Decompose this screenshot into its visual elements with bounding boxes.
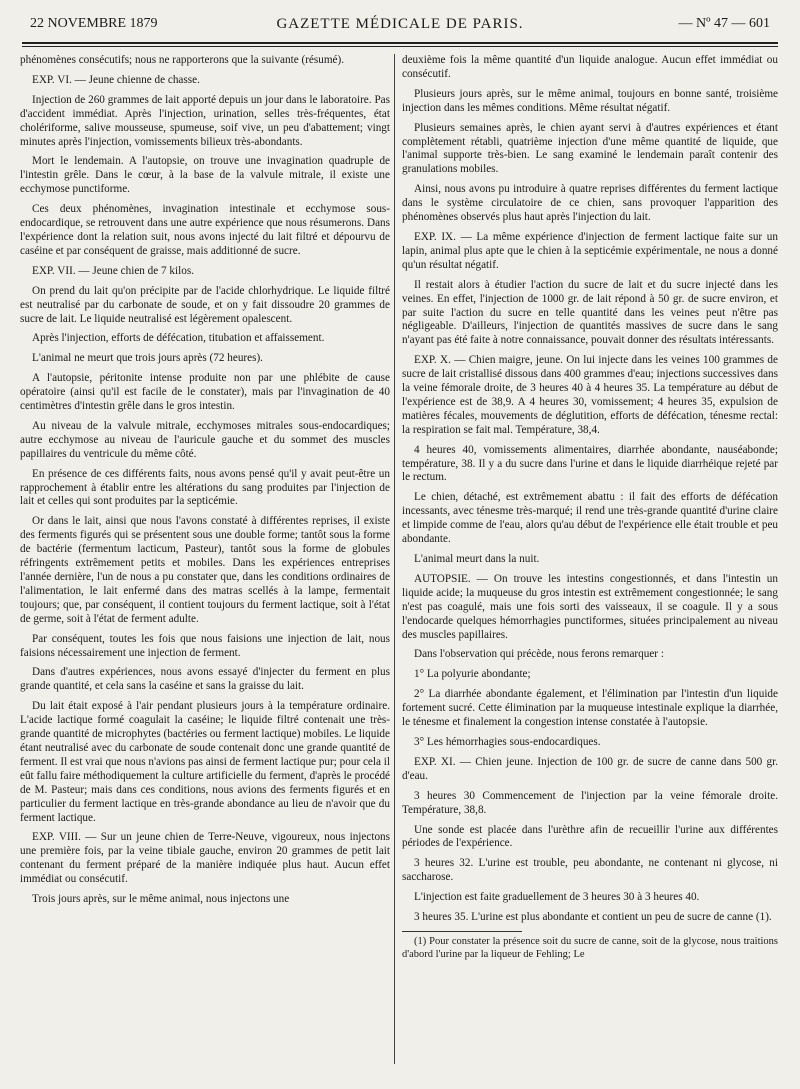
left-column [20,54,390,1064]
paragraph: Trois jours après, sur le même animal, nous injectons une [32,893,290,906]
paragraph: 3 heures 35. L'urine est plus abondante et contient un peu de sucre de canne (1). [414,911,772,924]
experiment-heading: EXP. VII. — Jeune chien de 7 kilos. [32,264,194,277]
experiment-heading: EXP. X. — Chien maigre, jeune. On lui injecte dans les veines 100 grammes de sucre de lait cristallisé dissous dans 400 grammes d'eau; injections successives dans la veine fémorale droite, de 3 heures 40 à 4 heures 35. La température au début de l'expérience est de 38,9. A 4 heures 30, vomissement; 4 heures 35, expulsion de matières fécales, mouvements de déglutition, efforts de défécation, ténesme rectal: la respiration se fait mal. Température, 38,4. [402,354,778,436]
paragraph: 4 heures 40, vomissements alimentaires, diarrhée abondante, nauséabonde; température, 38. Il y a du sucre dans l'urine et dans le liquide diarrhéique rejeté par le rectum. [402,443,778,484]
paragraph: Dans l'observation qui précède, nous ferons remarquer : [414,648,664,661]
list-item: 1° La polyurie abondante; [414,668,531,681]
paragraph: Ces deux phénomènes, invagination intestinale et ecchymose sous-endocardique, se retrouvent dans une autre expérience que nous résumerons. Dans l'expérience dont la relation suit, nous avons injecté du lait filtré et dépourvu de caséine et par conséquent de graisse, mais additionné de sucre. [20,203,390,257]
column-divider [394,54,395,1064]
paragraph: Du lait était exposé à l'air pendant plusieurs jours à la température ordinaire. L'acide lactique formé coagulait la caséine; le liquide filtré contenait une très-grande quantité de microphytes (bactéries ou ferment lactique) mobiles. Le liquide étant neutralisé avec du carbonate de soude contenait donc une grande quantité de ferment. Il est vrai que nous n'avions pas ainsi de ferment lactique pur; pour cela il eût fallu faire méthodiquement la culture artificielle du ferment, d'après le procédé de M. Pasteur; mais dans ces conditions, nous avions des ferments figurés et en particulier du ferment lactique en très-grande abondance au lieu de n'avoir que du ferment lactique. [20,700,390,824]
header-rule-thin [22,46,778,47]
paragraph: phénomènes consécutifs; nous ne rapporterons que la suivante (résumé). [20,54,345,66]
paragraph: A l'autopsie, péritonite intense produite non par une phlébite de cause opératoire (ainsi qu'il est facile de le constater), mais par l'invagination de 40 centimètres d'intestin grêle dans le gros intestin. [20,372,390,413]
page-header [30,12,770,40]
paragraph: Une sonde est placée dans l'urèthre afin de recueillir l'urine aux différentes périodes de l'expérience. [402,823,778,850]
header-title: GAZETTE MÉDICALE DE PARIS. [276,16,524,32]
paragraph: Mort le lendemain. A l'autopsie, on trouve une invagination quadruple de l'intestin grêle. Dans le cœur, à la base de la valvule mitrale, il existe une ecchymose punctiforme. [20,155,390,196]
header-page-number: — Nº 47 — 601 [678,16,770,31]
paragraph: Dans d'autres expériences, nous avons essayé d'injecter du ferment en plus grande quantité, et cela sans la caséine et sans la graisse du lait. [20,666,390,693]
header-date: 22 NOVEMBRE 1879 [30,16,158,31]
paragraph: Plusieurs jours après, sur le même animal, toujours en bonne santé, troisième injection dans les mêmes conditions. Même résultat négatif. [402,87,778,114]
right-column [402,54,778,1064]
paragraph: En présence de ces différents faits, nous avons pensé qu'il y avait peut-être un rapprochement à établir entre les altérations du sang produites par l'injection de lait et celles qui sont produites par la septicémie. [20,467,390,508]
paragraph: Au niveau de la valvule mitrale, ecchymoses mitrales sous-endocardiques; autre ecchymose au niveau de l'auricule gauche et du sommet des muscles papillaires du ventricule du même côté. [20,419,390,460]
paragraph: Injection de 260 grammes de lait apporté depuis un jour dans le laboratoire. Pas d'accident immédiat. Après l'injection, urination, selles très-fréquentes, état cholériforme, salive mousseuse, spumeuse, soif vive, un peu d'abattement; vingt minutes après l'injection, vomissements bilieux très-abondants. [20,93,390,148]
paragraph: Après l'injection, efforts de défécation, titubation et affaissement. [32,332,325,345]
paragraph: Le chien, détaché, est extrêmement abattu : il fait des efforts de défécation incessants, avec ténesme très-marqué; il rend une très-grande quantité d'urine claire et limpide comme de l'eau, alors qu'au début de l'expérience elle était trouble et peu abondante. [402,491,778,546]
paragraph: 3 heures 32. L'urine est trouble, peu abondante, ne contenant ni glycose, ni saccharose. [402,857,778,884]
paragraph: Il restait alors à étudier l'action du sucre de lait et du sucre injecté dans les veines. En effet, l'injection de 1000 gr. de lait répond à 50 gr. de sucre environ, et par suite l'action du sucre en telle quantité dans les veines peut n'être pas négligeable. D'ailleurs, l'injection de quantités massives de sucre dans le sang n'ayant pas été faite à notre connaissance, pouvait donner des résultats intéressants. [402,278,778,347]
paragraph: Plusieurs semaines après, le chien ayant servi à d'autres expériences et étant complètement rétabli, quatrième injection d'une même quantité de liquide, que l'animal supporte très-bien. Le sang examiné le lendemain paraît contenir des granulations mobiles. [402,121,778,176]
footnote-rule [402,931,522,932]
paragraph: L'animal ne meurt que trois jours après (72 heures). [32,352,263,365]
paragraph: Or dans le lait, ainsi que nous l'avons constaté à différentes reprises, il existe des ferments figurés qui se présentent sous une double forme; tantôt sous la forme de bactérie (fermentum lacticum, Pasteur), tantôt sous la forme de globules réfringents extrêmement petits et mobiles. Dans les expériences entreprises l'année dernière, l'un de nous a pu constater que, dans les conditions ordinaires de l'alimentation, le lait enfermé dans des matras scellés à la lampe, fermentait toujours; que, par conséquent, il contient toujours du ferment lactique, soit à l'état de germe, soit à l'état de ferment adulte. [20,515,390,625]
experiment-heading: EXP. VIII. — Sur un jeune chien de Terre-Neuve, vigoureux, nous injectons une première fois, par la veine tibiale gauche, environ 20 grammes de petit lait contenant du ferment préparé de la manière indiquée plus haut. Aucun effet immédiat ou consécutif. [20,831,390,886]
paragraph: L'animal meurt dans la nuit. [414,553,540,565]
paragraph: Par conséquent, toutes les fois que nous faisions une injection de lait, nous faisions nécessairement une injection de ferment. [20,632,390,659]
header-rule-thick [22,42,778,44]
experiment-heading: EXP. IX. — La même expérience d'injection de ferment lactique faite sur un lapin, animal plus apte que le chien à la septicémie expérimentale, ne nous a donné qu'un résultat négatif. [402,230,778,271]
list-item: 3° Les hémorrhagies sous-endocardiques. [414,735,601,748]
experiment-heading: EXP. XI. — Chien jeune. Injection de 100 gr. de sucre de canne dans 500 gr. d'eau. [402,755,778,782]
paragraph: 3 heures 30 Commencement de l'injection par la veine fémorale droite. Température, 38,8. [402,789,778,816]
footnote: (1) Pour constater la présence soit du sucre de canne, soit de la glycose, nous traitions d'abord l'urine par la liqueur de Fehling; Le [402,935,778,960]
paragraph: Ainsi, nous avons pu introduire à quatre reprises différentes du ferment lactique dans le système circulatoire de ce chien, sans provoquer l'apparition des phénomènes observés plus haut après l'injection du lait. [402,183,778,224]
paragraph: L'injection est faite graduellement de 3 heures 30 à 3 heures 40. [414,891,700,904]
paragraph: deuxième fois la même quantité d'un liquide analogue. Aucun effet immédiat ou consécutif. [402,54,778,80]
experiment-heading: EXP. VI. — Jeune chienne de chasse. [32,73,200,86]
paragraph: On prend du lait qu'on précipite par de l'acide chlorhydrique. Le liquide filtré est neutralisé par du carbonate de soude, et on y fait dissoudre 20 grammes de sucre de lait. Le liquide neutralisé est légèrement opalescent. [20,284,390,325]
paragraph: AUTOPSIE. — On trouve les intestins congestionnés, et dans l'intestin un liquide acide; la muqueuse du gros intestin est extrêmement congestionnée; le sang n'est pas coagulé, mais une fois sorti des vaisseaux, il se coagule. Il y a sous l'endocarde quelques hémorrhagies punctiformes, situées principalement au niveau des muscles papillaires. [402,572,778,641]
list-item: 2° La diarrhée abondante également, et l'élimination par l'intestin d'un liquide fortement sucré. Cette élimination par la muqueuse intestinale explique la diarrhée, le ténesme et finalement la congestion intense constatée à l'autopsie. [402,688,778,729]
